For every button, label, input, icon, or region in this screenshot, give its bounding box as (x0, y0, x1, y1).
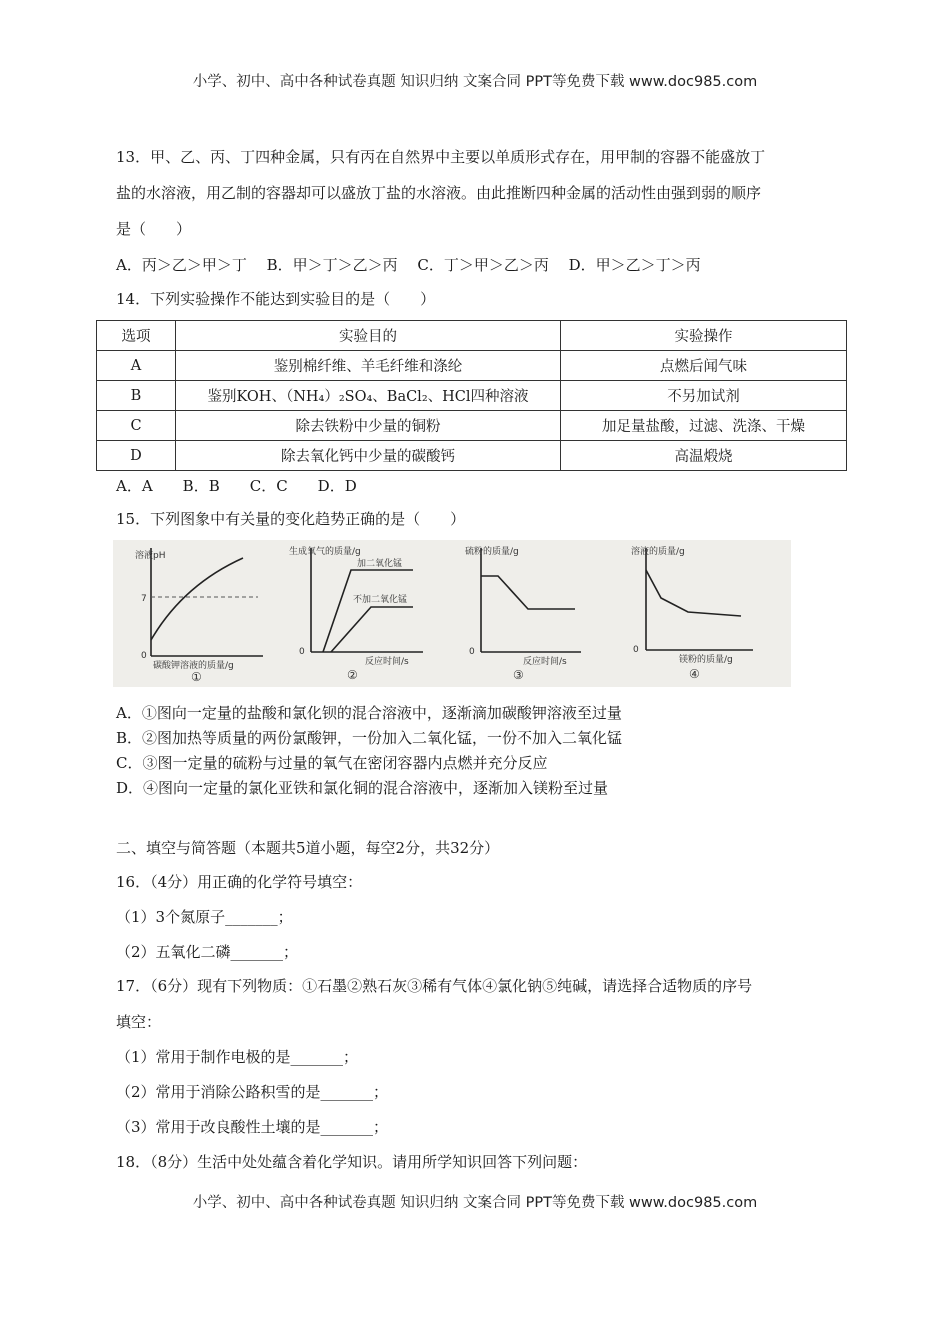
q14-options: A．A B．B C．C D．D (116, 477, 357, 495)
fig4-ylabel: 溶液的质量/g (631, 547, 685, 557)
q15-stem: 15．下列图象中有关量的变化趋势正确的是（ ） (116, 510, 466, 528)
fig3-number: ③ (513, 668, 524, 682)
figure-2 (289, 545, 423, 682)
fig2-curve-a-label: 加二氧化锰 (357, 559, 403, 569)
fig1-origin: 0 (141, 651, 147, 661)
table-header-row (97, 321, 847, 351)
q16-item-1: （1）3个氮原子_______； (116, 908, 293, 926)
q16-stem: 16．（4分）用正确的化学符号填空： (116, 873, 363, 891)
cell-operation: 点燃后闻气味 (561, 351, 847, 381)
cell-purpose: 除去铁粉中少量的铜粉 (176, 411, 561, 441)
cell-option: C (97, 411, 176, 441)
fig4-number: ④ (689, 667, 700, 681)
q14-table (96, 320, 847, 471)
page-footer: 小学、初中、高中各种试卷真题 知识归纳 文案合同 PPT等免费下载 www.doc985.com (192, 1195, 758, 1211)
cell-option: D (97, 441, 176, 471)
q15-figures-svg (113, 540, 791, 687)
q15-figures (113, 540, 791, 687)
q15-option-a: A．①图向一定量的盐酸和氯化钡的混合溶液中，逐渐滴加碳酸钾溶液至过量 (116, 704, 622, 722)
q17-item-3: （3）常用于改良酸性土壤的是_______； (116, 1118, 389, 1136)
table-row (97, 381, 847, 411)
q17-item-2: （2）常用于消除公路积雪的是_______； (116, 1083, 389, 1101)
q13-line2: 盐的水溶液，用乙制的容器却可以盛放丁盐的水溶液。由此推断四种金属的活动性由强到弱的顺序 (116, 184, 762, 202)
fig4-curve (646, 570, 741, 616)
q17-item-1: （1）常用于制作电极的是_______； (116, 1048, 359, 1066)
q14-stem: 14．下列实验操作不能达到实验目的是（ ） (116, 290, 436, 308)
col-header-option: 选项 (97, 321, 176, 351)
cell-purpose: 鉴别KOH、（NH₄）₂SO₄、BaCl₂、HCl四种溶液 (176, 381, 561, 411)
fig2-curve-b (331, 607, 413, 652)
q13-line1: 13．甲、乙、丙、丁四种金属，只有丙在自然界中主要以单质形式存在，用甲制的容器不能盛放丁 (116, 148, 766, 166)
section-2-heading: 二、填空与简答题（本题共5道小题，每空2分，共32分） (116, 839, 500, 857)
fig1-ylabel: 溶液pH (135, 551, 166, 561)
fig1-number: ① (191, 670, 202, 684)
fig4-origin: 0 (633, 645, 639, 655)
cell-option: A (97, 351, 176, 381)
fig4-xlabel: 镁粉的质量/g (679, 655, 733, 665)
figure-4 (631, 545, 753, 681)
fig2-curve-b-label: 不加二氧化锰 (353, 595, 408, 605)
figure-3 (465, 545, 581, 682)
fig2-number: ② (347, 668, 358, 682)
cell-operation: 不另加试剂 (561, 381, 847, 411)
cell-purpose: 鉴别棉纤维、羊毛纤维和涤纶 (176, 351, 561, 381)
fig2-xlabel: 反应时间/s (365, 657, 409, 667)
figure-1 (135, 548, 263, 684)
table-row (97, 441, 847, 471)
q15-option-c: C．③图一定量的硫粉与过量的氧气在密闭容器内点燃并充分反应 (116, 754, 548, 772)
col-header-operation: 实验操作 (561, 321, 847, 351)
fig3-origin: 0 (469, 647, 475, 657)
cell-purpose: 除去氧化钙中少量的碳酸钙 (176, 441, 561, 471)
cell-operation: 加足量盐酸，过滤、洗涤、干燥 (561, 411, 847, 441)
q18-stem: 18．（8分）生活中处处蕴含着化学知识。请用所学知识回答下列问题： (116, 1153, 588, 1171)
fig2-origin: 0 (299, 647, 305, 657)
fig1-ref-label: 7 (141, 594, 147, 604)
table-row (97, 411, 847, 441)
fig1-xlabel: 碳酸钾溶液的质量/g (153, 661, 234, 671)
fig2-ylabel: 生成氧气的质量/g (289, 547, 361, 557)
page-header: 小学、初中、高中各种试卷真题 知识归纳 文案合同 PPT等免费下载 www.doc985.com (192, 74, 758, 90)
q16-item-2: （2）五氧化二磷_______； (116, 943, 299, 961)
table-row (97, 351, 847, 381)
col-header-purpose: 实验目的 (176, 321, 561, 351)
fig3-xlabel: 反应时间/s (523, 657, 567, 667)
cell-option: B (97, 381, 176, 411)
fig3-ylabel: 硫粉的质量/g (465, 547, 519, 557)
q15-option-b: B．②图加热等质量的两份氯酸钾，一份加入二氧化锰，一份不加入二氧化锰 (116, 729, 623, 747)
q13-line3: 是（ ） (116, 220, 192, 238)
q15-option-d: D．④图向一定量的氯化亚铁和氯化铜的混合溶液中，逐渐加入镁粉至过量 (116, 779, 609, 797)
cell-operation: 高温煅烧 (561, 441, 847, 471)
q17-stem-2: 填空： (116, 1013, 162, 1031)
q13-options: A．丙＞乙＞甲＞丁 B．甲＞丁＞乙＞丙 C．丁＞甲＞乙＞丙 D．甲＞乙＞丁＞丙 (116, 256, 701, 274)
q17-stem: 17．（6分）现有下列物质：①石墨②熟石灰③稀有气体④氯化钠⑤纯碱，请选择合适物质的序号 (116, 977, 753, 995)
fig3-curve (481, 576, 575, 609)
fig1-curve (151, 558, 243, 640)
